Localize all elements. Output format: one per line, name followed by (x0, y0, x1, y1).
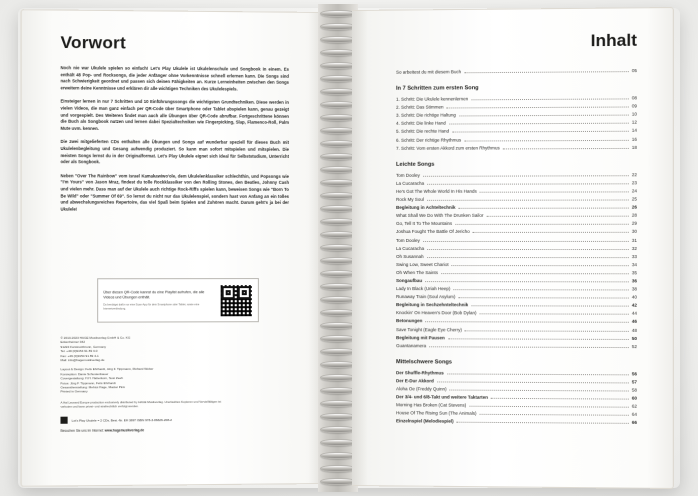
website-line (60, 427, 262, 432)
toc-entry-page: 31 (631, 237, 637, 243)
toc-entry-label: 7. Schritt: Vom ersten Akkord zum ersten Rhythmus (396, 145, 500, 151)
toc-entry-label: Joshua Fought The Battle Of Jericho (396, 229, 470, 235)
toc-entry-page: 05 (631, 68, 637, 74)
toc-entry-label: Begleitung in Achteltechnik (396, 204, 456, 211)
toc-entry-label: La Cucaracha (396, 245, 425, 251)
isbn-text: Let's Play Ukulele = 2 CDs, Best.-Nr. EH 3897 ISBN 978-3-86626-208-2 (71, 417, 172, 423)
toc-leader (457, 422, 629, 424)
toc-leader (473, 232, 629, 233)
toc-entry-label: Der Shuffle-Rhythmus (396, 370, 444, 376)
toc-entry-page: 66 (631, 420, 637, 426)
toc-entry-label: Einzelnspiel (Melodiespiel) (396, 418, 454, 425)
toc-entry-page: 42 (631, 302, 637, 308)
toc-entry-page: 14 (631, 128, 637, 134)
toc-entry-label: Guantanamera (396, 342, 427, 349)
toc-leader (427, 200, 629, 201)
toc-leader (449, 123, 629, 125)
toc-entry-page: 18 (631, 144, 637, 150)
website-url[interactable]: www.hagemusikverlag.de (104, 428, 145, 433)
toc-entry-page: 24 (631, 188, 637, 194)
imprint-line-0: © 2013-2023 HAGE Musikverlag GmbH & Co. KG (60, 335, 131, 340)
toc-entry-page: 25 (631, 196, 637, 202)
page-title-inhalt: Inhalt (590, 30, 637, 51)
vorwort-content (60, 33, 288, 467)
toc-entry-label: Go, Tell It To The Mountains (396, 221, 453, 227)
imprint-line-8: Konzeption: Danie Schustenbauer (60, 371, 109, 377)
vorwort-paragraph-3: Die zwei mitgelieferten CDs enthalten alle Übungen und Songs auf wunderbar speziell für dieses Buch mit Ukulelenbegleitung und Gesang aufwendig produziert. So kann man sofort mitspielen und mitspielen. Die meisten Songs lernst du in der Originalformat. Let's Play Ukulele eignet sich ideal für Selbststudium, Unterricht oder als Songbook. (60, 139, 289, 165)
qr-code-icon[interactable] (220, 284, 253, 317)
imprint-line-11: Gesamtherstellung: Mehtot Hage, Maciar Pink (60, 385, 125, 390)
toc-leader (486, 216, 628, 217)
toc-entry-label: Begleitung in Sechzehnteltechnik (396, 302, 469, 308)
toc-entry-label: 6. Schritt: Der richtige Rhythmus (396, 137, 462, 143)
imprint-line-3: Tel. +49 (0)9154 91 89 4-0 (60, 349, 98, 354)
imprint-line-9: Covergestaltung: H.H. Haberkorn, Susi Zeeh (60, 376, 123, 381)
toc-entry-label: Lady In Black (Uriah Heep) (396, 286, 451, 292)
toc-entry-page: 28 (631, 212, 637, 218)
toc-entry-page: 30 (631, 229, 637, 235)
toc-entry-page: 57 (631, 379, 637, 385)
inhalt-content (396, 31, 637, 476)
toc-entry[interactable] (396, 228, 637, 236)
toc-leader (471, 306, 629, 307)
toc-leader (471, 99, 628, 101)
toc-leader (427, 183, 629, 185)
imprint-line-10: Fotos: Jörg F. Tippmann, Felix Ehrhardt (60, 380, 116, 386)
toc-entry-page: 12 (631, 119, 637, 126)
toc-leader (437, 381, 629, 383)
toc-entry-page: 44 (631, 311, 637, 317)
isbn-row (60, 415, 262, 423)
toc-leader (425, 322, 628, 324)
toc-leader (458, 208, 628, 209)
toc-leader (427, 257, 629, 258)
toc-entry[interactable] (396, 220, 637, 228)
toc-leader (464, 139, 629, 141)
qr-code-box[interactable] (97, 278, 259, 323)
toc-entry[interactable] (396, 418, 637, 428)
toc-leader (427, 249, 629, 250)
toc-leader (465, 330, 629, 332)
toc-entry[interactable] (396, 342, 637, 351)
toc-leader (441, 273, 629, 274)
imprint-line-5: Mail: info@hagemusikverlag.de (60, 357, 105, 363)
toc-leader (452, 265, 629, 266)
toc-entry-label: Tom Dooley (396, 172, 420, 178)
toc-section-heading: Mittelschwere Songs (396, 359, 452, 366)
toc-entry-label: He's Got The Whole World In His Hands (396, 188, 477, 194)
toc-leader (453, 289, 628, 290)
toc-entry-page: 50 (631, 335, 637, 341)
toc-entry-label: Morning Has Broken (Cat Stevens) (396, 402, 467, 408)
page-title-vorwort: Vorwort (60, 32, 126, 53)
toc-entry-page: 36 (631, 278, 637, 284)
imprint-block (60, 335, 262, 433)
toc-entry[interactable] (396, 212, 637, 220)
toc-section-heading: Leichte Songs (396, 161, 435, 168)
toc-entry-page: 64 (631, 412, 637, 418)
toc-entry-label: Oh When The Saints (396, 269, 438, 275)
toc-leader (450, 390, 629, 392)
toc-entry-page: 52 (631, 343, 637, 349)
toc-leader (447, 107, 629, 109)
toc-section-heading: In 7 Schritten zum ersten Song (396, 85, 479, 92)
toc-entry-label: Aloha Oe (Freddy Quinn) (396, 386, 447, 392)
qr-box-note: Du benötigst dafür nur eine Scan-App für dein Smartphone oder Tablet, sowie eine Internetverbindung. (103, 303, 200, 311)
qr-box-text-wrap (103, 290, 219, 311)
toc-entry-page: 56 (631, 371, 637, 377)
toc-entry-page: 08 (631, 95, 637, 101)
toc-entry-page: 40 (631, 294, 637, 300)
toc-leader (491, 398, 629, 400)
toc-entry-label: 2. Schritt: Das Stimmen (396, 104, 444, 110)
toc-entry[interactable] (396, 253, 637, 261)
toc-leader (459, 115, 629, 117)
toc-entry-label: La Cucaracha (396, 180, 425, 186)
toc-entry[interactable] (396, 236, 637, 244)
toc-leader (429, 346, 629, 348)
legal-notice: A Hal Leonard Europe production exclusively distributed by HAGE Musikverlag. Unerlaubtes Kopieren und Vervielfältigen ist verboten und kann privat- und strafrechtlich verfolgt werden. (60, 399, 222, 409)
imprint-line-4: Fax: +49 (0)9154 91 89 4-1 (60, 353, 99, 358)
toc-leader (480, 414, 629, 416)
toc-entry[interactable] (396, 144, 637, 153)
toc-entry-label: What Shall We Do With The Drunken Sailor (396, 213, 484, 219)
toc-entry-page: 09 (631, 103, 637, 109)
toc-entry-label: Oh Susannah (396, 253, 424, 259)
toc-entry-label: 3. Schritt: Die richtige Haltung (396, 112, 456, 119)
toc-entry-page: 60 (631, 395, 637, 401)
toc-leader (480, 314, 629, 315)
toc-entry-page: 29 (631, 221, 637, 227)
toc-entry-page: 22 (631, 171, 637, 177)
toc-entry-label: Begleitung mit Pausen (396, 334, 445, 340)
toc-entry-page: 16 (631, 136, 637, 142)
toc-entry-page: 38 (631, 286, 637, 292)
toc-entry-label: Songaufbau (396, 278, 423, 284)
qr-box-text: Über diesen QR-Code kannst du eine Playlist aufrufen, die alle Videos und Übungen enthält. (103, 289, 205, 300)
toc-leader (469, 406, 629, 408)
imprint-line-2: 91224 Forstnotzbrunn, Germany (60, 344, 107, 349)
toc-entry-page: 62 (631, 403, 637, 409)
toc-leader (480, 191, 629, 192)
toc-leader (503, 148, 629, 149)
right-gutter-shadow (352, 11, 368, 485)
toc-entry-label: 5. Schritt: Die rechte Hand (396, 129, 450, 135)
toc-entry-page: 58 (631, 387, 637, 393)
toc-entry-label: Knockin' On Heaven's Door (Bob Dylan) (396, 310, 477, 316)
toc-entry-page: 32 (631, 245, 637, 251)
vorwort-paragraph-2: Einsteiger lernen in nur 7 Schritten und 10 Einführungssongs die wichtigsten Grundtechniken. Diese werden in vielen Videos, die man ganz einfach per QR-Code über Smartphone oder Tablet abspielen kann, genau gezeigt und vorgespielt. Des Weiteren findet man auch alle Übungen über QR-Code abrufbar. Fortgeschrittene können die Buch als Songbook nutzen und lernen dabei Spezialtechniken wie Fingerpicking, Slap, Flamenco-Roll, Palm Mute uvm. kennen. (60, 98, 289, 131)
toc-entry-label: Save Tonight (Eagle Eye Cherry) (396, 326, 462, 332)
toc-entry[interactable] (396, 269, 637, 277)
toc-leader (464, 71, 629, 73)
toc-entry-label: House Of The Rising Sun (The Animals) (396, 410, 477, 417)
toc-entry-page: 46 (631, 319, 637, 325)
toc-entry-label: 1. Schritt: Die Ukulele kennenlernen (396, 96, 469, 102)
left-page (21, 9, 324, 487)
toc-entry-page: 26 (631, 204, 637, 210)
toc-entry-label: Swing Low, Sweet Chariot (396, 261, 449, 267)
imprint-line-12: Printed in Germany (60, 389, 88, 394)
toc-entry-page: 33 (631, 253, 637, 259)
toc-entry-page: 23 (631, 180, 637, 186)
toc-entry-label: Rock My Soul (396, 196, 424, 202)
toc-entry-page: 48 (631, 327, 637, 333)
website-prefix: Besuchen Sie uns im Internet: (60, 428, 104, 433)
toc-leader (423, 240, 629, 241)
toc-entry-page: 34 (631, 261, 637, 267)
toc-entry-label: Der 3/4- und 6/8-Takt und weitere Taktarten (396, 394, 488, 400)
toc-leader (425, 281, 629, 282)
toc-leader (458, 297, 628, 298)
vorwort-paragraph-1: Noch nie war Ukulele spielen so einfach! Let's Play Ukulele ist Ukulelenschule und Songbook in einem. Es enthält 48 Pop- und Rocksongs, die jeder Anfänger ohne Vorkenntnisse schnell erlernen kann. Die Songs sind nach Schwierigkeit geordnet und passen sich deinen Fähigkeiten an. Kurze Lerneinheiten zwischen den Songs erweitern deine Kenntnisse und erklären dir alle wichtigen Techniken des Ukulelespiels. (60, 65, 289, 92)
toc-entry-page: 35 (631, 270, 637, 276)
toc-entry-label: Betonungen (396, 318, 423, 324)
toc-leader (423, 175, 629, 177)
imprint-line-1: Eckenheimer 042 (60, 340, 86, 345)
toc-entry[interactable] (396, 261, 637, 269)
toc-leader (447, 373, 629, 375)
right-page (352, 7, 674, 489)
toc-entry-label: So arbeitest du mit diesem Buch (396, 69, 462, 75)
toc-entry[interactable] (396, 245, 637, 253)
toc-leader (455, 224, 629, 225)
toc-entry-label: Tom Dooley (396, 237, 420, 243)
toc-entry-label: 4. Schritt: Die linke Hand (396, 120, 446, 127)
barcode-icon (60, 417, 67, 424)
toc-entry-label: Runaway Train (Soul Asylum) (396, 294, 456, 300)
toc-entry-page: 10 (631, 111, 637, 117)
toc-leader (452, 131, 629, 133)
toc-entry[interactable] (396, 67, 637, 77)
toc-leader (448, 338, 629, 340)
vorwort-paragraph-4: Neben "Over The Rainbow" vom Israel Kamakawiwo'ole, dem Ukulelenklassiker schlechthin, und Popsongs wie "I'm Yours" von Jason Mraz, findest du tolle Rockklassiker von den Rolling Stones, den Beatles, Johnny Cash und vielen mehr. Dass man auf der Ukulele auch richtige Rock-Riffs spielen kann, beweisen Songs wie "Born To Be Wild" oder "Summer Of 69". So lernst du nicht nur das Ukulelenspiel, sondern hast von Anfang an ein tolles und abwechslungsreiches Repertoire, das viel Spaß beim Spielen und Zuhören macht. Darum geht's ja bei der Ukulele! (60, 172, 289, 212)
toc-entry-label: Der E-Dur Akkord (396, 378, 434, 384)
imprint-line-7: Layout & Design: Felix Ehrhardt, Jörg F. Tippmann, Richard Weber (60, 367, 154, 372)
